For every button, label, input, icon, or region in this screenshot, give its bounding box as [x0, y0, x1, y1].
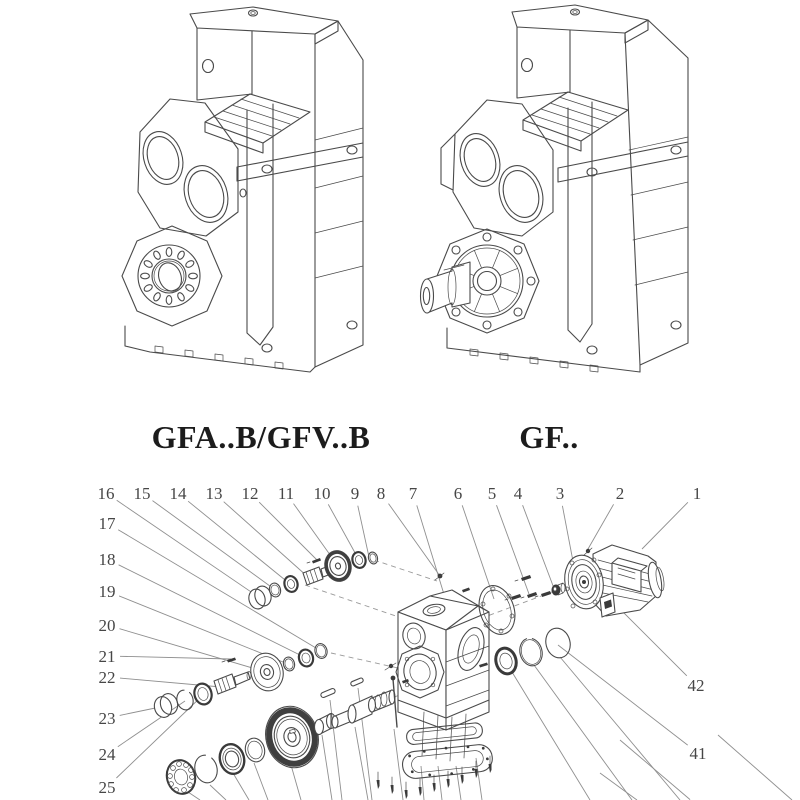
callout-2: 2 [615, 484, 625, 503]
part-key [350, 677, 364, 686]
leader-line-14 [188, 501, 290, 584]
callout-18: 18 [98, 550, 116, 569]
exploded-diagram [98, 484, 793, 800]
output-bearing-bore [122, 226, 222, 326]
leader-line-24 [118, 701, 185, 747]
electric-motor [561, 545, 666, 617]
callout-19: 19 [98, 582, 116, 601]
part-set-screw [312, 558, 321, 564]
part-gear-1st-stage [321, 548, 354, 585]
callout-1: 1 [692, 484, 702, 503]
part-washer [367, 551, 379, 565]
part-pinion-shaft [214, 672, 251, 695]
part-bearing [297, 648, 315, 668]
gearbox-right-drawing [421, 5, 689, 372]
callout-24: 24 [98, 745, 116, 764]
part-ring [543, 625, 574, 660]
callout-23: 23 [98, 709, 116, 728]
leader-line-40 [620, 740, 690, 800]
part-bearing [217, 741, 248, 776]
leader-line-20 [120, 629, 267, 672]
part-gear-2nd-stage [247, 650, 288, 695]
callout-5: 5 [487, 484, 497, 503]
gearbox-left-drawing [122, 7, 363, 372]
callout-16: 16 [97, 484, 115, 503]
callout-11: 11 [277, 484, 295, 503]
right-model-label: GF.. [519, 419, 579, 455]
callout-8: 8 [376, 484, 386, 503]
part-oil-seal [493, 646, 519, 676]
part-gear-3rd-stage [259, 700, 325, 773]
gear-housing [385, 590, 489, 730]
part-output-shaft [332, 690, 395, 728]
callout-6: 6 [453, 484, 463, 503]
callout-21: 21 [98, 647, 116, 666]
part-bearing [283, 575, 300, 594]
part-ball-bearing [163, 757, 199, 797]
part-coupling [552, 583, 566, 596]
callout-25: 25 [98, 778, 116, 797]
left-model-label: GFA..B/GFV..B [151, 419, 371, 455]
part-washer [282, 656, 296, 672]
second-shaft-parts [152, 642, 329, 719]
input-shaft-parts [247, 548, 379, 611]
part-key [320, 688, 336, 698]
callout-22: 22 [98, 668, 116, 687]
leader-line-1 [642, 502, 688, 549]
part-bearing [351, 551, 368, 570]
leader-line-9 [358, 506, 369, 557]
oil-plug-icon [249, 10, 258, 16]
callout-15: 15 [133, 484, 151, 503]
callout-14: 14 [169, 484, 187, 503]
oil-plug-icon [571, 9, 580, 15]
callout-3: 3 [555, 484, 565, 503]
callout-10: 10 [313, 484, 331, 503]
callout-20: 20 [98, 616, 116, 635]
callout-9: 9 [350, 484, 360, 503]
leader-line-6 [462, 505, 494, 599]
callout-13: 13 [205, 484, 223, 503]
leader-line-16 [117, 500, 257, 596]
leader-line-13 [224, 502, 308, 577]
callout-17: 17 [98, 514, 116, 533]
callout-12: 12 [241, 484, 259, 503]
leader-line-12 [259, 502, 317, 560]
leader-line-15 [153, 501, 275, 589]
leader-line-5 [497, 505, 530, 594]
motor-foot-bracket [600, 593, 615, 617]
callout-7: 7 [408, 484, 418, 503]
leader-line-18 [119, 565, 306, 658]
callout-4: 4 [513, 484, 523, 503]
pan-bolt-icons [377, 756, 492, 799]
leader-line-41 [558, 645, 688, 745]
part-seal [268, 582, 282, 598]
callout-41: 41 [689, 744, 707, 763]
part-spacer-ring [243, 736, 268, 764]
leader-line-8 [389, 504, 441, 576]
callout-42: 42 [687, 676, 705, 695]
output-shaft [421, 262, 471, 313]
part-end-cap [152, 695, 174, 720]
leader-line-2 [588, 504, 614, 549]
